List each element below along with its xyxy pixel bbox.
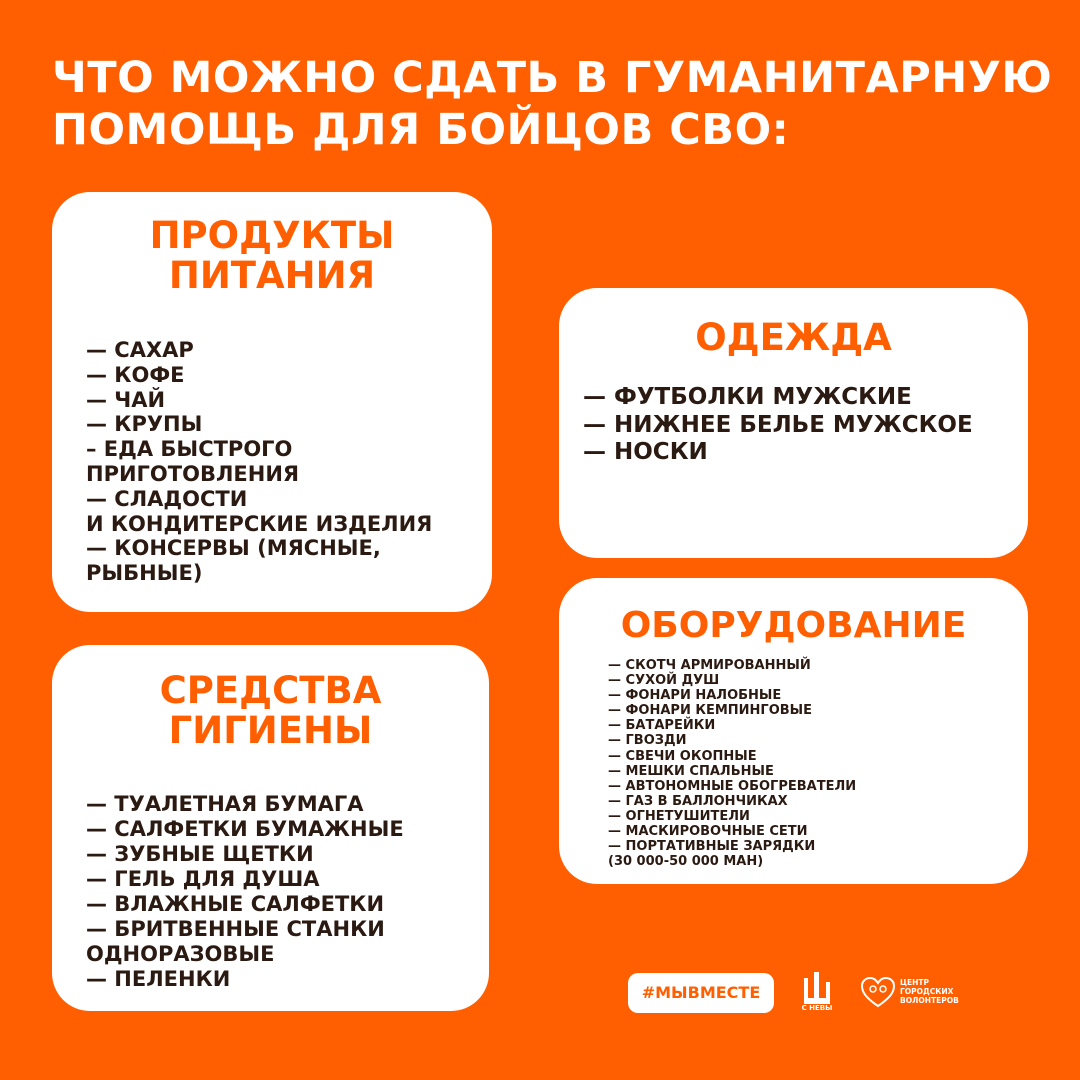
nevy-logo-icon: [800, 970, 834, 1016]
list-item: — СКОТЧ АРМИРОВАННЫЙ: [608, 658, 811, 673]
list-item: — СЛАДОСТИ: [86, 486, 248, 511]
food-card-title: [52, 216, 492, 296]
list-item: — ВЛАЖНЫЕ САЛФЕТКИ: [86, 892, 385, 916]
list-item: — БАТАРЕЙКИ: [608, 718, 716, 734]
list-item: — ЧАЙ: [86, 387, 166, 412]
list-item: (30 000-50 000 MAH): [608, 854, 764, 870]
list-item: — АВТОНОМНЫЕ ОБОГРЕВАТЕЛИ: [608, 778, 857, 794]
list-item: — СУХОЙ ДУШ: [608, 673, 720, 689]
clothes-card: [559, 288, 1028, 558]
list-item: — СВЕЧИ ОКОПНЫЕ: [608, 748, 757, 764]
nevy-logo-text: С НЕВЫ: [801, 1004, 833, 1012]
food-title-line-2: ПИТАНИЯ: [168, 254, 376, 297]
list-item: — ФОНАРИ НАЛОБНЫЕ: [608, 688, 782, 704]
volunteers-line-2: ГОРОДСКИХ: [900, 987, 954, 996]
list-item: — ПЕЛЕНКИ: [86, 967, 231, 991]
hygiene-title-line-1: СРЕДСТВА: [159, 669, 382, 712]
hashtag-badge: #МЫВМЕСТЕ: [628, 973, 774, 1013]
list-item: — КОФЕ: [86, 362, 185, 387]
volunteers-logo: [858, 973, 978, 1013]
list-item: — ФОНАРИ КЕМПИНГОВЫЕ: [608, 703, 813, 719]
list-item: — ГЕЛЬ ДЛЯ ДУША: [86, 867, 320, 891]
list-item: ПРИГОТОВЛЕНИЯ: [86, 461, 300, 486]
list-item: — ОГНЕТУШИТЕЛИ: [608, 808, 750, 824]
list-item: — САХАР: [86, 338, 194, 362]
list-item: — ТУАЛЕТНАЯ БУМАГА: [86, 792, 364, 816]
list-item: — НОСКИ: [583, 439, 708, 465]
equipment-list: [608, 658, 1028, 869]
food-title-line-1: ПРОДУКТЫ: [149, 214, 395, 257]
list-item: ОДНОРАЗОВЫЕ: [86, 942, 275, 966]
list-item: — ПОРТАТИВНЫЕ ЗАРЯДКИ: [608, 839, 816, 855]
list-item: РЫБНЫЕ): [86, 561, 203, 586]
list-item: — ФУТБОЛКИ МУЖСКИЕ: [583, 384, 912, 410]
equipment-card-title: ОБОРУДОВАНИЕ: [620, 605, 967, 646]
clothes-card-title: ОДЕЖДА: [695, 316, 892, 359]
list-item: — ГАЗ В БАЛЛОНЧИКАХ: [608, 793, 788, 809]
food-list: [86, 338, 492, 586]
volunteers-line-3: ВОЛОНТЕРОВ: [900, 996, 959, 1005]
heart-volunteers-icon: [858, 973, 898, 1013]
hygiene-card: [52, 645, 489, 1011]
page-title-line-2: ПОМОЩЬ ДЛЯ БОЙЦОВ СВО:: [52, 105, 790, 155]
hygiene-list: [86, 792, 489, 992]
list-item: – ЕДА БЫСТРОГО: [86, 437, 293, 462]
page-title-line-1: ЧТО МОЖНО СДАТЬ В ГУМАНИТАРНУЮ: [52, 53, 1053, 103]
list-item: — ГВОЗДИ: [608, 733, 687, 749]
list-item: — КОНСЕРВЫ (МЯСНЫЕ,: [86, 536, 381, 561]
list-item: — САЛФЕТКИ БУМАЖНЫЕ: [86, 817, 404, 841]
hygiene-title-line-2: ГИГИЕНЫ: [168, 709, 373, 752]
list-item: — МАСКИРОВОЧНЫЕ СЕТИ: [608, 824, 808, 840]
list-item: — БРИТВЕННЫЕ СТАНКИ: [86, 917, 385, 941]
list-item: — ЗУБНЫЕ ЩЕТКИ: [86, 842, 314, 866]
list-item: — МЕШКИ СПАЛЬНЫЕ: [608, 763, 774, 779]
list-item: — КРУПЫ: [86, 412, 203, 437]
food-card: [52, 192, 492, 612]
volunteers-line-1: ЦЕНТР: [900, 978, 929, 987]
equipment-card: [559, 578, 1028, 884]
volunteers-logo-text: [900, 978, 959, 1005]
list-item: И КОНДИТЕРСКИЕ ИЗДЕЛИЯ: [86, 511, 433, 536]
hygiene-card-title: [52, 671, 489, 751]
list-item: — НИЖНЕЕ БЕЛЬЕ МУЖСКОЕ: [583, 411, 973, 438]
page-title: [52, 52, 1052, 156]
clothes-list: [583, 384, 1028, 467]
